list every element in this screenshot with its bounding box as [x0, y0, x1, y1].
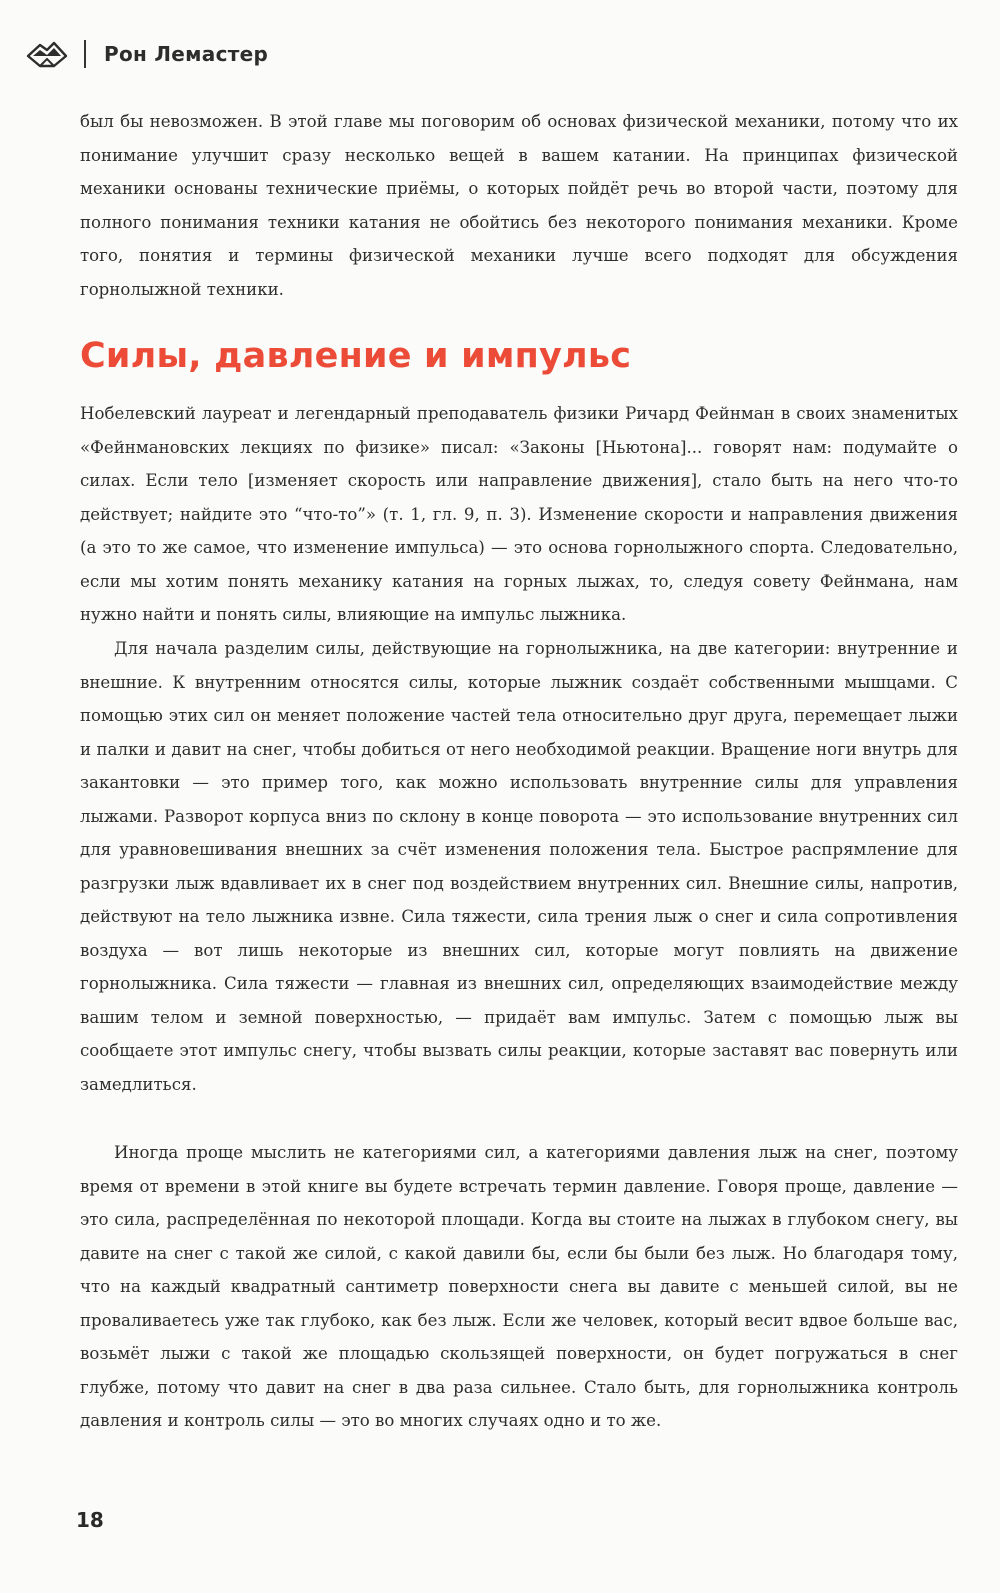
- page-number: 18: [76, 1508, 104, 1532]
- running-header: [26, 34, 268, 74]
- body-paragraph-3: Иногда проще мыслить не категориями сил, а категориями давления лыж на снег, поэтому время от времени в этой книге вы будете встречать термин давление. Говоря проще, давление — это сила, распределённая по некоторой площади. Когда вы стоите на лыжах в глубоком снегу, вы давите на снег с такой же силой, с какой давили бы, если бы были без лыж. Но благодаря тому, что на каждый квадратный сантиметр поверхности снега вы давите с меньшей силой, вы не проваливаетесь уже так глубоко, как без лыж. Если же человек, который весит вдвое больше вас, возьмёт лыжи с такой же площадью скользящей поверхности, он будет погружаться в снег глубже, потому что давит на снег в два раза сильнее. Стало быть, для горнолыжника контроль давления и контроль силы — это во многих случаях одно и то же.: [80, 1143, 958, 1430]
- author-name: Рон Лемастер: [104, 42, 269, 66]
- intro-paragraph: был бы невозможен. В этой главе мы поговорим об основах физической механики, потому что их понимание улучшит сразу несколько вещей в вашем катании. На принципах физической механики основаны технические приёмы, о которых пойдёт речь во второй части, поэтому для полного понимания техники катания не обойтись без некоторого понимания механики. Кроме того, понятия и термины физической механики лучше всего подходят для обсуждения горнолыжной техники.: [80, 112, 958, 299]
- body-paragraph-1: Нобелевский лауреат и легендарный преподаватель физики Ричард Фейнман в своих знаменитых «Фейнмановских лекциях по физике» писал: «Законы [Ньютона]... говорят нам: подумайте о силах. Если тело [изменяет скорость или направление движения], стало быть на него что-то действует; найдите это “что-то”» (т. 1, гл. 9, п. 3). Изменение скорости и направления движения (а это то же самое, что изменение импульса) — это основа горнолыжного спорта. Следовательно, если мы хотим понять механику катания на горных лыжах, то, следуя совету Фейнмана, нам нужно найти и понять силы, влияющие на импульс лыжника.: [80, 404, 958, 624]
- header-divider: [84, 40, 86, 68]
- mountain-logo-icon: [26, 36, 68, 72]
- body-paragraph-2: Для начала разделим силы, действующие на горнолыжника, на две категории: внутренние и внешние. К внутренним относятся силы, которые лыжник создаёт собственными мышцами. С помощью этих сил он меняет положение частей тела относительно друг друга, перемещает лыжи и палки и давит на снег, чтобы добиться от него необходимой реакции. Вращение ноги внутрь для закантовки — это пример того, как можно использовать внутренние силы для управления лыжами. Разворот корпуса вниз по склону в конце поворота — это использование внутренних сил для уравновешивания внешних за счёт изменения положения тела. Быстрое распрямление для разгрузки лыж вдавливает их в снег под воздействием внутренних сил. Внешние силы, напротив, действуют на тело лыжника извне. Сила тяжести, сила трения лыж о снег и сила сопротивления воздуха — вот лишь некоторые из внешних сил, которые могут повлиять на движение горнолыжника. Сила тяжести — главная из внешних сил, определяющих взаимодействие между вашим телом и земной поверхностью, — придаёт вам импульс. Затем с помощью лыж вы сообщаете этот импульс снегу, чтобы вызвать силы реакции, которые заставят вас повернуть или замедлиться.: [80, 639, 958, 1094]
- section-heading: Силы, давление и импульс: [80, 336, 632, 376]
